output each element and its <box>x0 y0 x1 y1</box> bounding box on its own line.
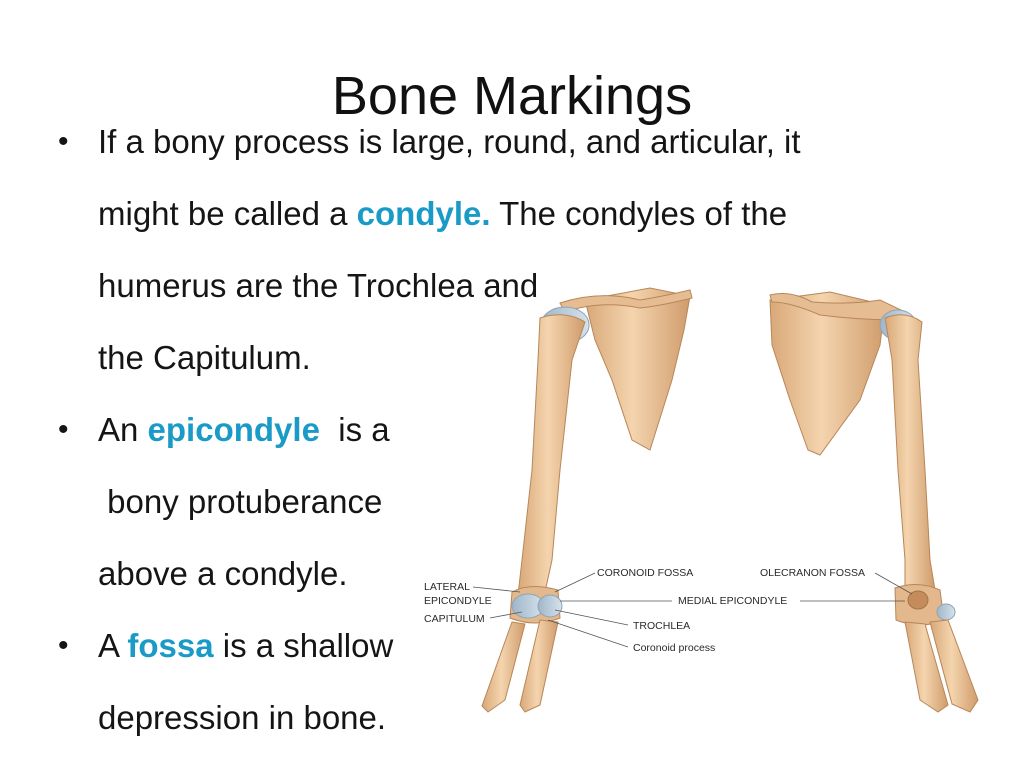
bullet-marker: • <box>58 125 69 158</box>
left-radius <box>482 622 525 712</box>
label-medial-epicondyle: MEDIAL EPICONDYLE <box>678 595 788 607</box>
slide-title: Bone Markings <box>331 66 693 126</box>
label-trochlea: TROCHLEA <box>633 620 691 632</box>
posterior-view <box>770 292 978 712</box>
bullet-2-line-1 <box>98 410 390 450</box>
right-humerus <box>885 315 935 595</box>
bullet-1-line-2 <box>98 194 787 234</box>
line-text: might be called a <box>98 195 357 232</box>
line-text: is a shallow <box>213 627 394 664</box>
bullet-1-line-1: If a bony process is large, round, and articular, it <box>98 123 801 160</box>
line-text: The condyles of the <box>490 195 788 232</box>
bullet-marker: • <box>58 629 69 662</box>
label-epicondyle: EPICONDYLE <box>424 595 492 607</box>
left-humerus <box>518 315 585 595</box>
label-coronoid-fossa: CORONOID FOSSA <box>597 567 694 579</box>
left-ulna <box>520 620 558 712</box>
term-epicondyle: epicondyle <box>147 411 320 448</box>
bullet-2-line-3: above a condyle. <box>98 555 348 592</box>
label-coronoid-process: Coronoid process <box>633 642 716 654</box>
label-olecranon-fossa: OLECRANON FOSSA <box>760 567 866 579</box>
line-text: is a <box>319 411 390 448</box>
line-text: A <box>98 627 128 664</box>
bones-svg <box>410 285 1010 725</box>
bullet-1-line-4: the Capitulum. <box>98 339 311 376</box>
bullet-3-line-2: depression in bone. <box>98 699 387 736</box>
term-fossa: fossa <box>127 627 214 664</box>
line-text: An <box>98 411 148 448</box>
bullet-marker: • <box>58 413 69 446</box>
term-condyle: condyle. <box>356 195 491 232</box>
arm-bones-illustration <box>410 285 1010 725</box>
label-capitulum: CAPITULUM <box>424 613 485 625</box>
left-scapula <box>585 288 690 450</box>
bullet-3-line-1 <box>98 626 393 666</box>
label-lateral: LATERAL <box>424 581 470 593</box>
bullet-2-line-2: bony protuberance <box>98 483 383 520</box>
bullet-1-line-3: humerus are the Trochlea and <box>98 267 539 304</box>
